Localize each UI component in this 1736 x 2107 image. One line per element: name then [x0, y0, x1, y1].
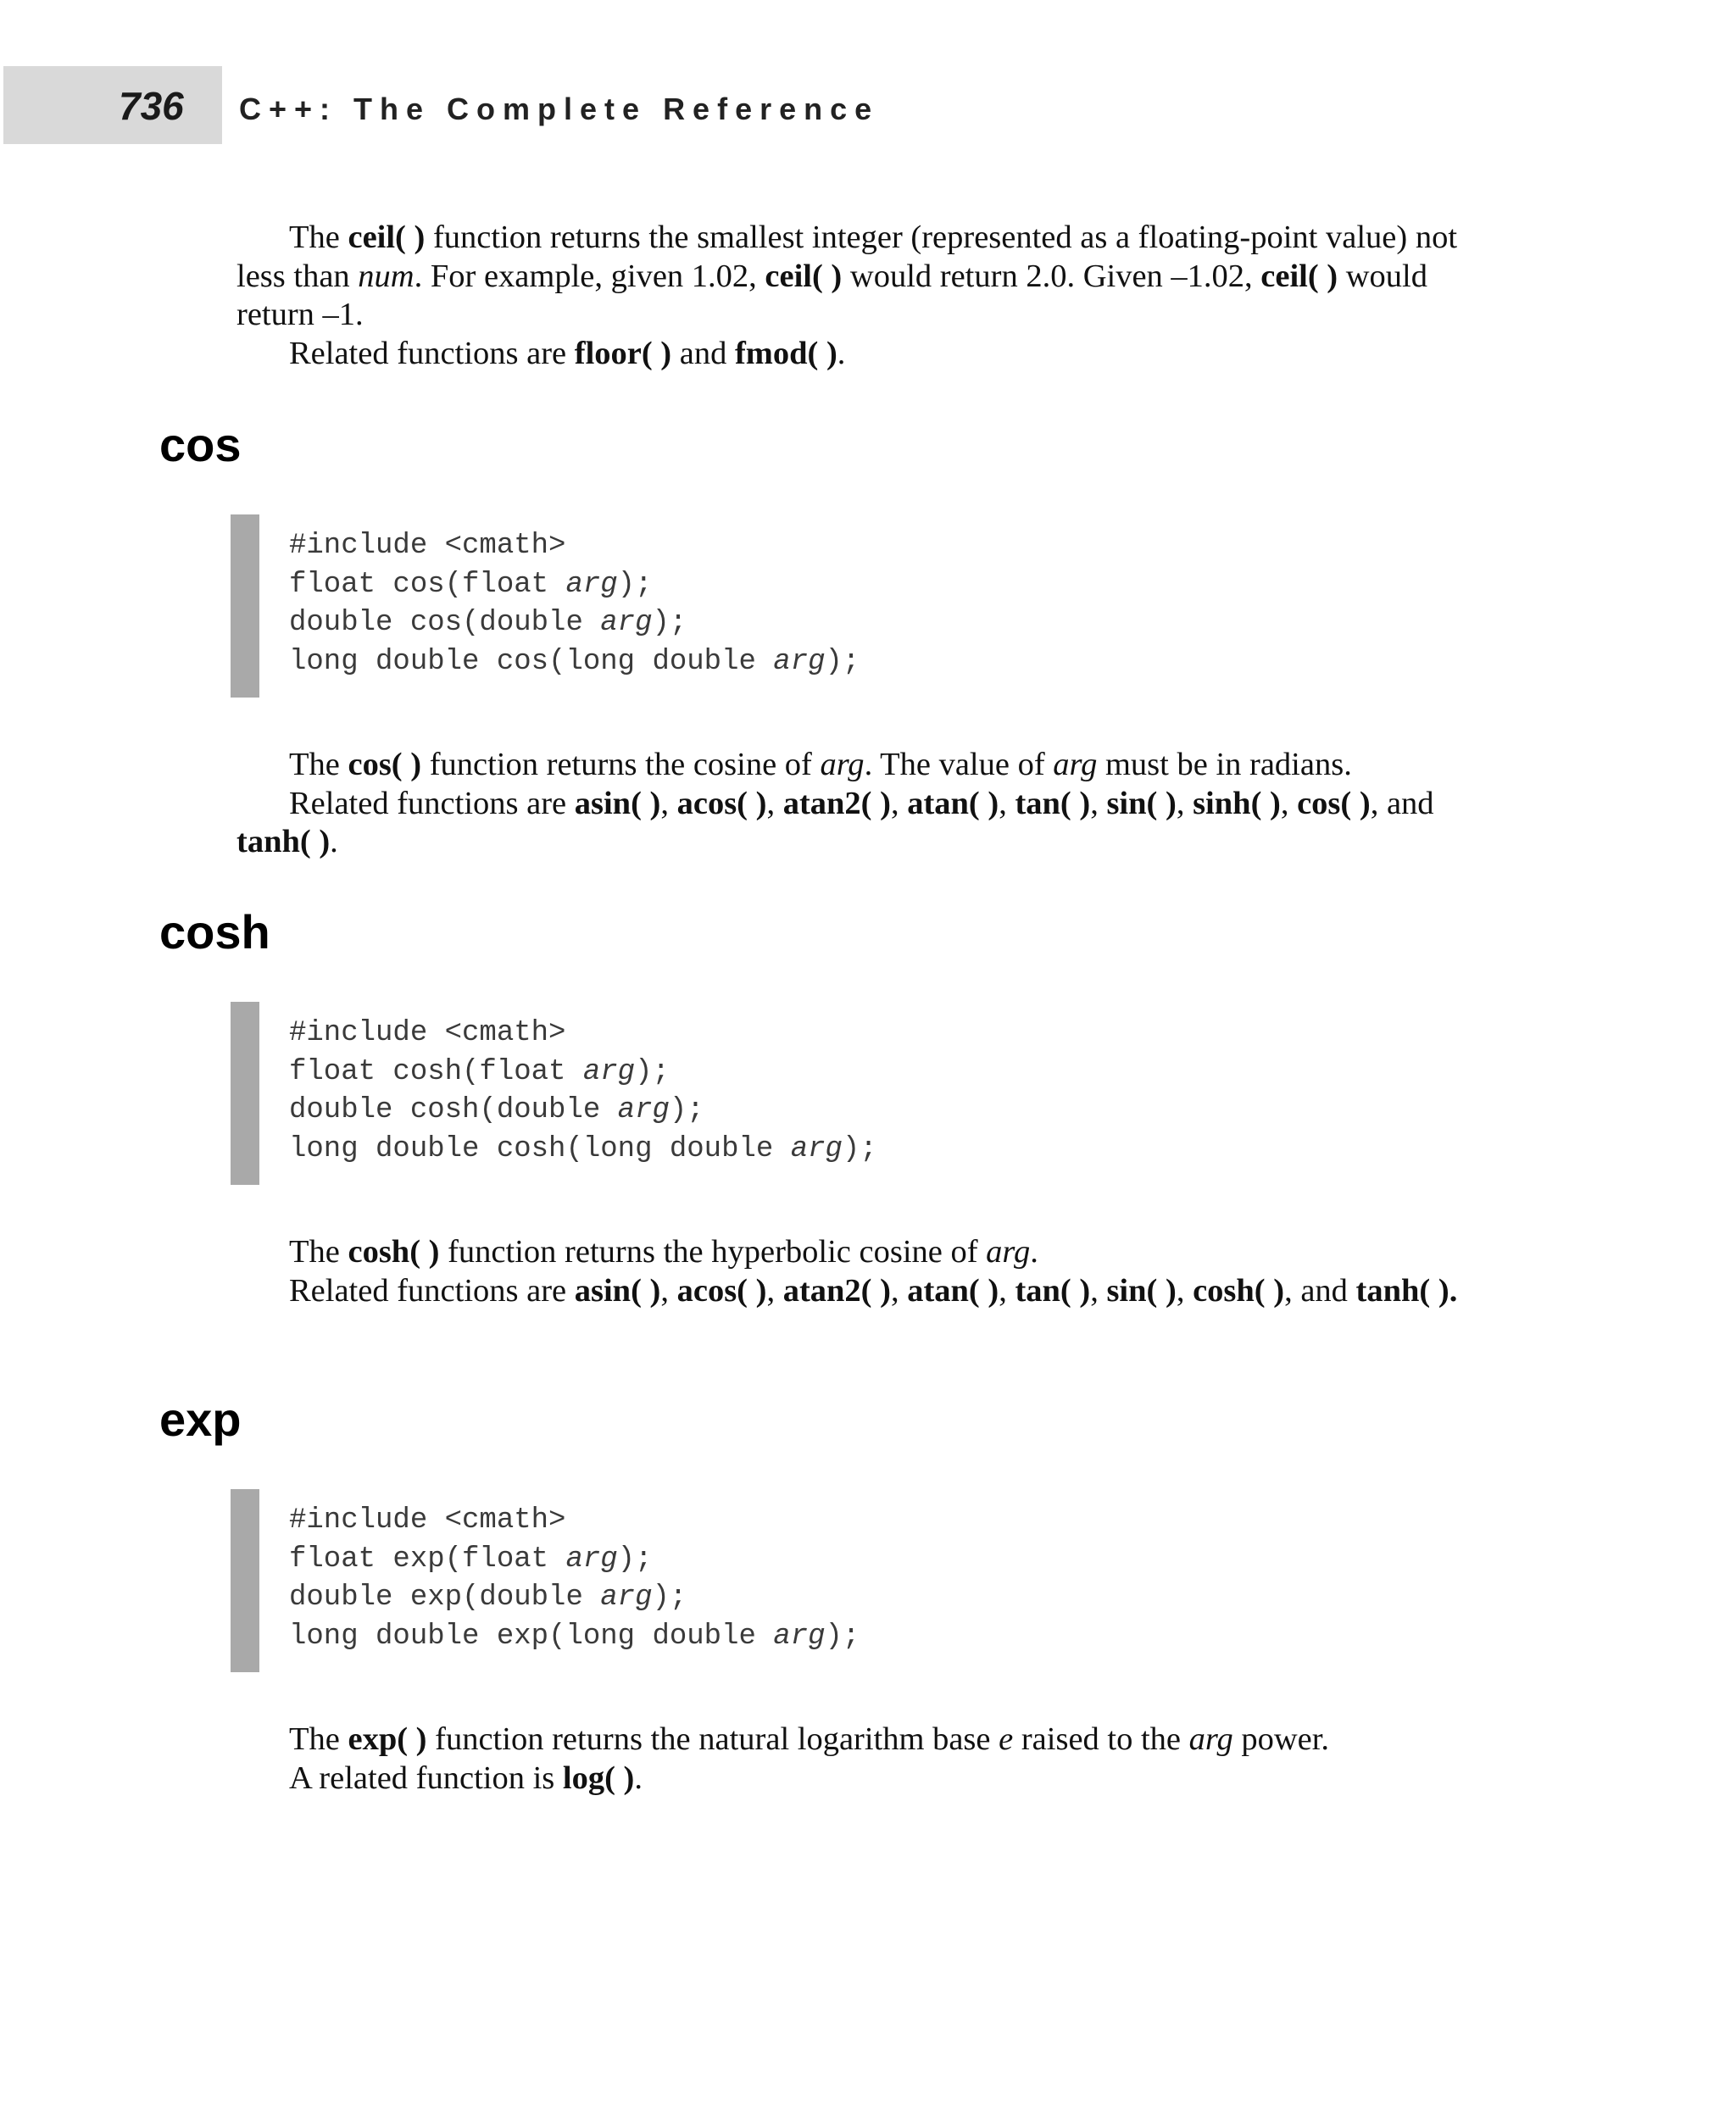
cosh-related-functions: Related functions are asin( ), acos( ), atan2( ), atan( ), tan( ), sin( ), cosh( ), and tanh( ).	[289, 1272, 1458, 1309]
code-block-bar	[231, 1002, 259, 1185]
code-block-exp: #include <cmath> float exp(float arg); double exp(double arg); long double exp(long double arg);	[289, 1504, 860, 1653]
exp-paragraph: The exp( ) function returns the natural logarithm base e raised to the arg power.	[289, 1721, 1330, 1757]
section-heading-cosh: cosh	[159, 905, 270, 959]
cos-paragraph: The cos( ) function returns the cosine of arg. The value of arg must be in radians.	[289, 747, 1352, 782]
ceil-description	[236, 219, 1491, 373]
cosh-paragraph: The cosh( ) function returns the hyperbolic cosine of arg.	[289, 1234, 1038, 1270]
section-heading-cos: cos	[159, 418, 242, 471]
section-heading-exp: exp	[159, 1393, 242, 1446]
code-block-cosh: #include <cmath> float cosh(float arg); double cosh(double arg); long double cosh(long double arg);	[289, 1017, 877, 1165]
code-block-bar	[231, 1489, 259, 1672]
exp-related-functions: A related function is log( ).	[289, 1760, 643, 1796]
exp-description	[236, 1721, 1491, 1798]
running-title: C++: The Complete Reference	[239, 92, 880, 126]
cos-description	[236, 746, 1491, 862]
cosh-description	[236, 1233, 1491, 1310]
code-block-cos: #include <cmath> float cos(float arg); double cos(double arg); long double cos(long double arg);	[289, 530, 860, 678]
ceil-related-functions: Related functions are floor( ) and fmod( ).	[289, 335, 846, 371]
code-block-bar	[231, 514, 259, 698]
page-number: 736	[119, 84, 184, 128]
ceil-paragraph: The ceil( ) function returns the smallest integer (represented as a floating-point value) not less than num. For example, given 1.02, ceil( ) would return 2.0. Given –1.02, ceil( ) would return –1.	[236, 220, 1458, 332]
page-number-tab	[3, 66, 222, 144]
cos-related-functions: Related functions are asin( ), acos( ), atan2( ), atan( ), tan( ), sin( ), sinh( ), cos( ), and tanh( ).	[236, 785, 1434, 859]
